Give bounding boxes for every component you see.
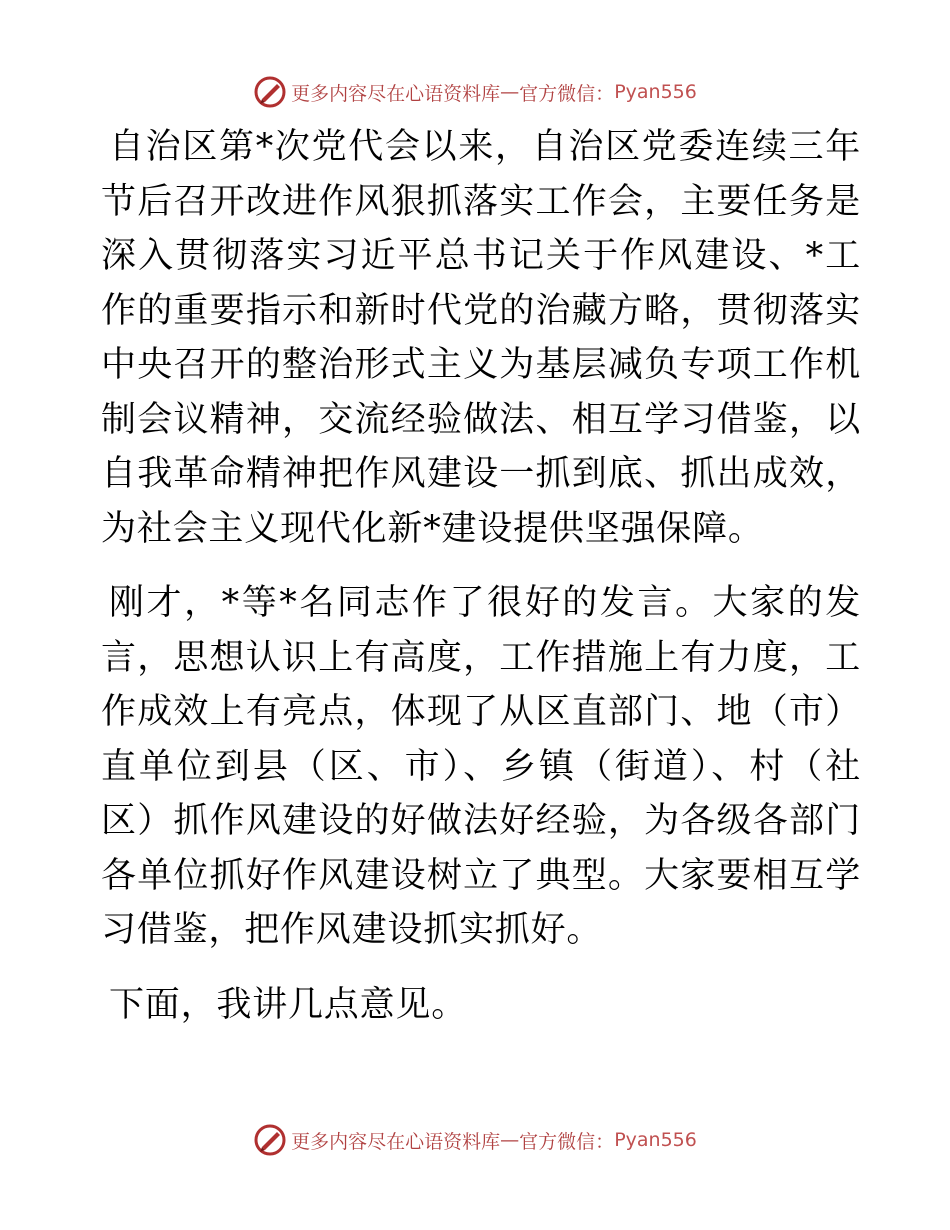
watermark-dash: — — [500, 81, 520, 103]
document-body — [101, 120, 861, 1052]
watermark-wechat-id: Pyan556 — [614, 1129, 697, 1151]
header-watermark — [0, 72, 950, 112]
watermark-wechat-label: 官方微信： — [519, 82, 615, 105]
footer-watermark — [0, 1120, 950, 1160]
watermark-wechat-id: Pyan556 — [614, 81, 697, 103]
paragraph-1: 自治区第*次党代会以来，自治区党委连续三年节后召开改进作风狠抓落实工作会，主要任务是深入贯彻落实习近平总书记关于作风建设、*工作的重要指示和新时代党的治藏方略，贯彻落实中央召开的整治形式主义为基层减负专项工作机制会议精神，交流经验做法、相互学习借鉴，以自我革命精神把作风建设一抓到底、抓出成效，为社会主义现代化新*建设提供坚强保障。 — [101, 127, 861, 549]
watermark-wechat-label: 官方微信： — [519, 1130, 615, 1153]
paragraph-3: 下面，我讲几点意见。 — [109, 984, 468, 1025]
pen-logo-icon — [253, 1123, 287, 1157]
watermark-dash: — — [500, 1129, 520, 1151]
paragraph-2: 刚才，*等*名同志作了很好的发言。大家的发言，思想认识上有高度，工作措施上有力度，工作成效上有亮点，体现了从区直部门、地（市）直单位到县（区、市）、乡镇（街道）、村（社区）抓作风建设的好做法好经验，为各级各部门各单位抓好作风建设树立了典型。大家要相互学习借鉴，把作风建设抓实抓好。 — [101, 583, 861, 950]
watermark-text: 更多内容尽在心语资料库 — [291, 82, 501, 105]
pen-logo-icon — [253, 75, 287, 109]
watermark-text: 更多内容尽在心语资料库 — [291, 1130, 501, 1153]
